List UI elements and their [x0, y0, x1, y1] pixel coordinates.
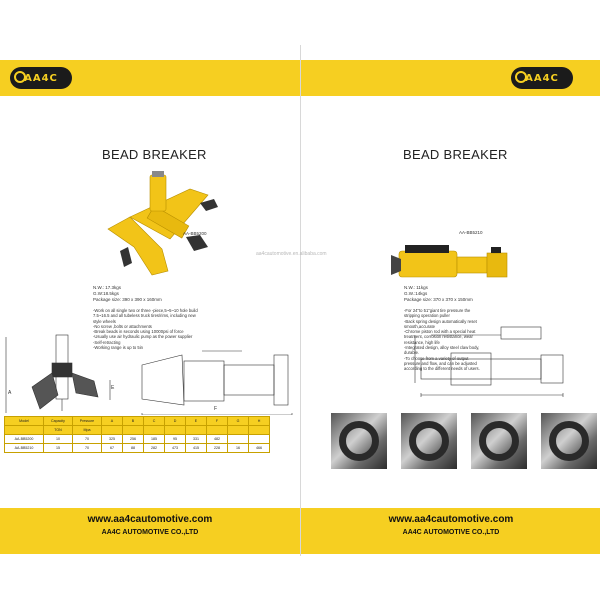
table-cell: [249, 435, 270, 444]
table-header-cell: [102, 426, 123, 435]
table-header-cell: [186, 426, 207, 435]
table-cell: 415: [186, 444, 207, 453]
table-subheader-row: [5, 426, 270, 435]
dim-label-f: F: [214, 406, 218, 412]
spec-package: Package size: 370 x 370 x 150mm: [404, 297, 473, 302]
logo-text: AA4C: [24, 72, 58, 84]
feature-item: -Back spring design automatically reset: [404, 318, 477, 324]
feature-item: treatment, corrosion resistance, wear: [404, 334, 473, 340]
table-header-cell: [5, 426, 44, 435]
table-cell: [228, 435, 249, 444]
usage-photo: [541, 413, 597, 469]
feature-item: -Self-retracting: [93, 339, 121, 345]
usage-photo: [471, 413, 527, 469]
table-cell: 482: [207, 435, 228, 444]
brand-logo: [511, 67, 573, 89]
header-band: [301, 60, 600, 96]
table-cell: 15: [44, 444, 73, 453]
table-header-cell: E: [186, 417, 207, 426]
table-cell: 466: [249, 444, 270, 453]
company-name: AA4C AUTOMOTIVE CO.,LTD: [402, 529, 500, 536]
table-header-cell: Model: [5, 417, 44, 426]
table-cell: 67: [102, 444, 123, 453]
table-header-cell: Capacity: [44, 417, 73, 426]
table-cell: 70: [73, 444, 102, 453]
table-header-cell: G: [228, 417, 249, 426]
table-cell: AA-BB5200: [5, 435, 44, 444]
table-cell: 88: [123, 444, 144, 453]
feature-item: -No screw ,bolts or attachments: [93, 323, 152, 329]
logo-text: AA4C: [525, 72, 559, 84]
usage-photo: [401, 413, 457, 469]
table-cell: 10: [44, 435, 73, 444]
table-header-cell: C: [144, 417, 165, 426]
spec-list: [404, 285, 473, 303]
table-header-cell: Pressure: [73, 417, 102, 426]
website-url: www.aa4cautomotive.com: [87, 514, 213, 525]
watermark: aa4cautomotive.en.alibaba.com: [256, 251, 327, 257]
spec-gw: G.W:18.5kgs: [93, 291, 119, 296]
spec-nw: N.W.: 17.3kgs: [93, 285, 122, 290]
page-title: BEAD BREAKER: [102, 147, 207, 162]
table-row: [5, 435, 270, 444]
feature-item: -For 24"to 51"giant tire pressure the: [404, 308, 471, 313]
bead-breaker-product-image: [90, 167, 240, 282]
table-header-cell: [228, 426, 249, 435]
dim-label-a: A: [8, 390, 12, 396]
logo-ring-icon: [14, 71, 26, 83]
technical-drawing: [2, 325, 300, 415]
table-header-cell: [207, 426, 228, 435]
table-cell: 473: [165, 444, 186, 453]
brand-logo: [10, 67, 72, 89]
table-row: [5, 444, 270, 453]
feature-item: stripping operation puller: [404, 313, 450, 319]
feature-item: -Break beads in seconds using 10000psi of force: [93, 329, 184, 335]
feature-item: resistance, high life: [404, 339, 440, 345]
spec-list: [93, 285, 162, 303]
table-cell: 95: [165, 435, 186, 444]
logo-ring-icon: [515, 71, 527, 83]
table-cell: 70: [73, 435, 102, 444]
feature-item: 7.5~16.5 and all tubeless truck tires/rims, including new: [93, 313, 196, 319]
feature-item: -To choose from a variety of output: [404, 355, 469, 361]
table-cell: 16: [228, 444, 249, 453]
left-page: [0, 45, 300, 556]
table-header-cell: A: [102, 417, 123, 426]
model-tag: AA-BB5200: [183, 231, 207, 236]
table-header-cell: TON: [44, 426, 73, 435]
feature-item: according to the different needs of users.: [404, 366, 480, 372]
table-cell: 228: [207, 444, 228, 453]
table-header-cell: B: [123, 417, 144, 426]
table-header-cell: F: [207, 417, 228, 426]
website-url: www.aa4cautomotive.com: [388, 514, 514, 525]
table-cell: 325: [102, 435, 123, 444]
table-header-cell: H: [249, 417, 270, 426]
table-header-cell: [165, 426, 186, 435]
model-tag: AA-BB5210: [459, 230, 483, 235]
page-title: BEAD BREAKER: [403, 147, 508, 162]
spec-nw: N.W.: 11kgs: [404, 285, 428, 290]
table-cell: 256: [123, 435, 144, 444]
technical-drawing: [391, 323, 591, 403]
bead-breaker-product-image: [391, 237, 511, 287]
feature-item: -Chrome piston rod with a special heat: [404, 329, 476, 335]
table-header-row: [5, 417, 270, 426]
table-header-cell: [144, 426, 165, 435]
table-header-cell: [123, 426, 144, 435]
company-name: AA4C AUTOMOTIVE CO.,LTD: [101, 529, 199, 536]
table-header-cell: D: [165, 417, 186, 426]
feature-item: -Integrated design, alloy steel claw body,: [404, 345, 480, 351]
feature-item: durable.: [404, 350, 420, 356]
usage-photo: [331, 413, 387, 469]
header-band: [0, 60, 300, 96]
table-cell: 282: [144, 444, 165, 453]
table-cell: AA-BB5210: [5, 444, 44, 453]
feature-item: smooth,accurate: [404, 323, 435, 329]
spec-package: Package size: 390 x 390 x 160mm: [93, 297, 162, 302]
table-cell: 185: [144, 435, 165, 444]
feature-item: pressure and flow, and can be adjusted: [404, 360, 477, 366]
table-header-cell: [249, 426, 270, 435]
spec-gw: G.W.:14kgs: [404, 291, 428, 296]
feature-item: style wheels: [93, 318, 116, 324]
feature-item: -Working range is up to 5in: [93, 345, 143, 351]
feature-item: -Usually use air hydraulic pump as the power supplier: [93, 334, 193, 340]
dim-label-e: E: [111, 385, 115, 391]
table-header-cell: Mpa: [73, 426, 102, 435]
spec-table: [4, 416, 270, 453]
right-page: [300, 45, 600, 556]
table-cell: 331: [186, 435, 207, 444]
feature-item: -Work on all single two or three -piece,5~5~10 hole build: [93, 308, 198, 313]
